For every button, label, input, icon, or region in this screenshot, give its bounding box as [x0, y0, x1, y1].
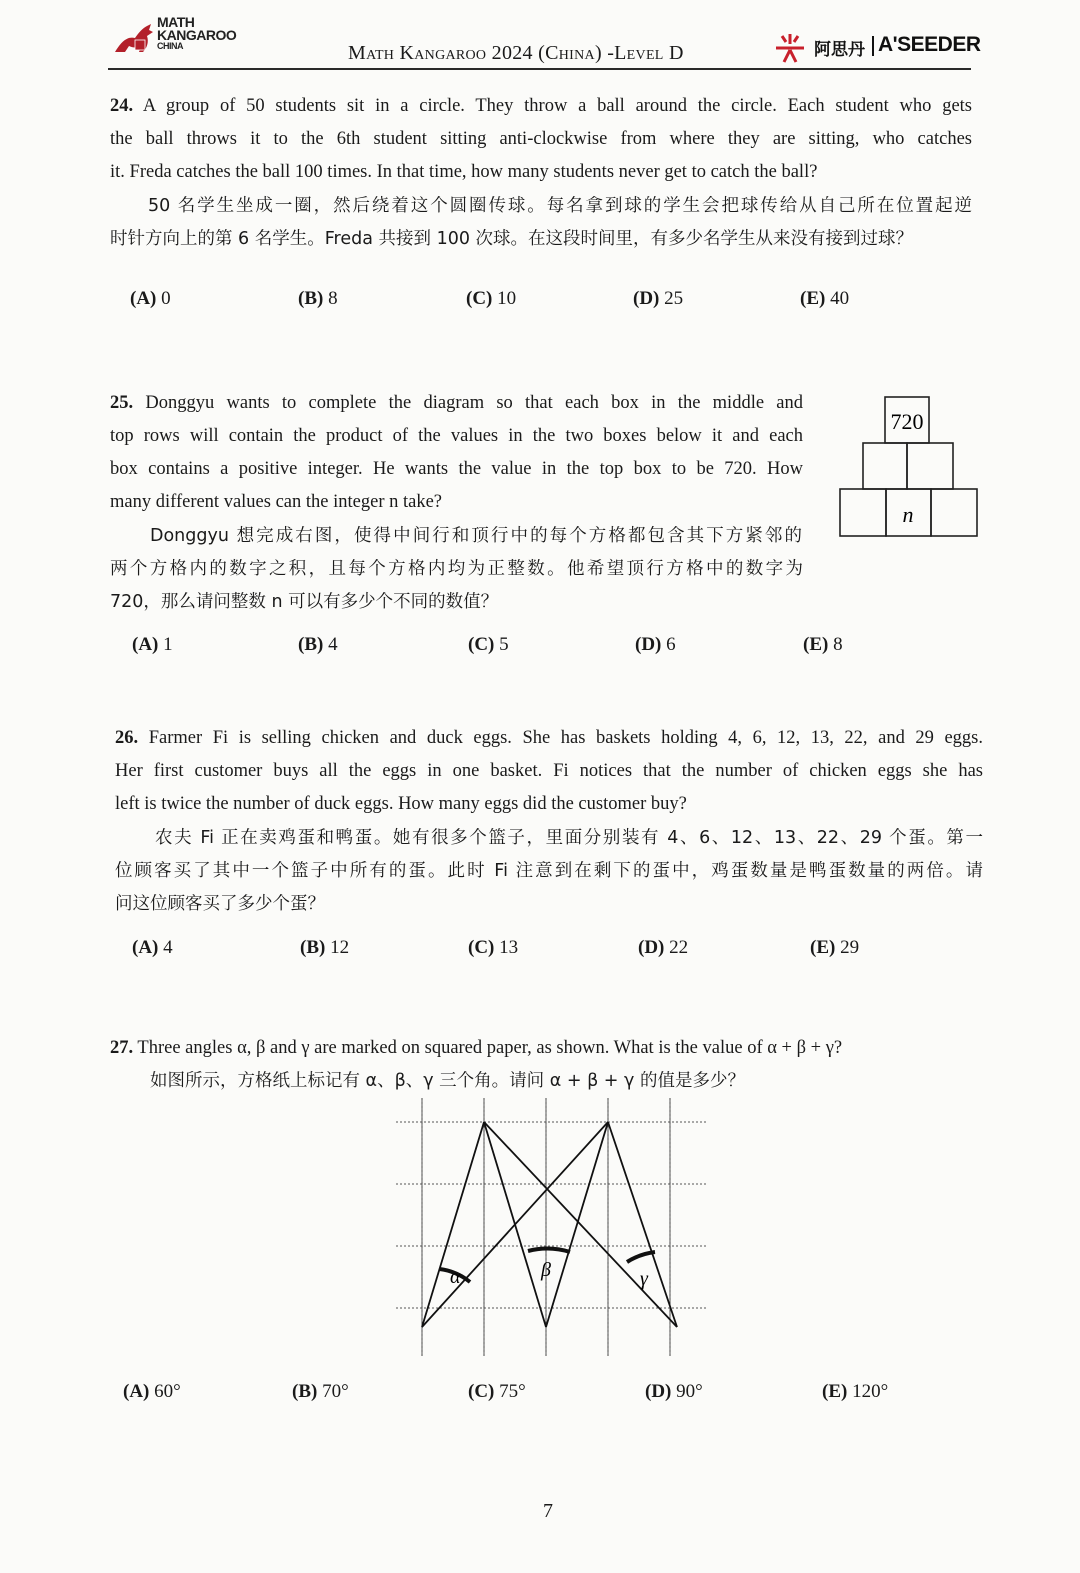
q26-option-b[interactable]: (B) 12 [300, 937, 350, 958]
beta-arc [528, 1249, 570, 1252]
logo-text-china: CHINA [157, 41, 183, 51]
q26-option-d[interactable]: (D) 22 [638, 937, 689, 958]
bottom-box-left [840, 489, 886, 536]
q26-option-c[interactable]: (C) 13 [468, 937, 519, 958]
q24-option-e[interactable]: (E) 40 [800, 288, 850, 309]
product-pyramid-diagram [836, 393, 982, 543]
page-title: Math Kangaroo 2024 (China) -Level D [348, 42, 684, 64]
q26-cn-line-3: 问这位顾客买了多少个蛋？ [115, 894, 325, 914]
q25-option-b[interactable]: (B) 4 [298, 634, 338, 655]
q24-en-line-3: it. Freda catches the ball 100 times. In that time, how many students never get to catch the ball? [110, 162, 818, 182]
q27-option-e[interactable]: (E) 120° [822, 1381, 889, 1402]
q25-option-a[interactable]: (A) 1 [132, 634, 173, 655]
q24-en-line-1: 24. A group of 50 students sit in a circle. They throw a ball around the circle. Each student who gets [110, 96, 972, 116]
middle-box-left [863, 443, 907, 489]
gamma-arc [627, 1252, 655, 1262]
q25-cn-line-1: Donggyu 想完成右图，使得中间行和顶行中的每个方格都包含其下方紧邻的 [150, 526, 802, 546]
q26-en-line-3: left is twice the number of duck eggs. How many eggs did the customer buy? [115, 794, 687, 814]
q27-option-d[interactable]: (D) 90° [645, 1381, 703, 1402]
logo-text-cn: 阿思丹 [814, 40, 865, 60]
q24-option-b[interactable]: (B) 8 [298, 288, 338, 309]
q24-option-c[interactable]: (C) 10 [466, 288, 517, 309]
bottom-middle-value: n [902, 502, 914, 527]
aseeder-mark-icon [772, 30, 808, 64]
kangaroo-icon [113, 22, 159, 56]
q24-cn-line-1: 50 名学生坐成一圈，然后绕着这个圆圈传球。每名拿到球的学生会把球传给从自己所在位置起逆 [148, 196, 972, 216]
q25-option-c[interactable]: (C) 5 [468, 634, 509, 655]
header-divider [108, 68, 971, 70]
middle-box-right [907, 443, 953, 489]
q25-en-line-4: many different values can the integer n take? [110, 492, 442, 512]
q27-option-c[interactable]: (C) 75° [468, 1381, 526, 1402]
q25-en-line-3: box contains a positive integer. He wants the value in the top box to be 720. How [110, 459, 803, 479]
logo-text-math: MATH [157, 14, 195, 30]
alpha-label: α [450, 1266, 461, 1288]
bottom-box-right [931, 489, 977, 536]
math-kangaroo-logo [113, 14, 243, 62]
page-number: 7 [543, 1500, 553, 1522]
q24-cn-line-2: 时针方向上的第 6 名学生。Freda 共接到 100 次球。在这段时间里，有多少名学生从来没有接到过球？ [110, 229, 914, 249]
logo-text-kangaroo: KANGAROO [157, 27, 237, 43]
q27-en-line: 27. Three angles α, β and γ are marked on squared paper, as shown. What is the value of α + β + γ? [110, 1038, 843, 1058]
top-box-value: 720 [890, 409, 924, 434]
aseeder-logo [772, 30, 981, 66]
q27-option-a[interactable]: (A) 60° [123, 1381, 181, 1402]
q25-cn-line-3: 720，那么请问整数 n 可以有多少个不同的数值？ [110, 592, 499, 612]
q24-option-a[interactable]: (A) 0 [130, 288, 171, 309]
q26-en-line-2: Her first customer buys all the eggs in one basket. Fi notices that the number of chicken eggs she has [115, 761, 983, 781]
q25-en-line-2: top rows will contain the product of the values in the two boxes below it and each [110, 426, 803, 446]
q27-cn-line: 如图所示，方格纸上标记有 α、β、γ 三个角。请问 α + β + γ 的值是多少？ [150, 1071, 745, 1091]
q25-cn-line-2: 两个方格内的数字之积，且每个方格内均为正整数。他希望顶行方格中的数字为 [110, 559, 803, 579]
q26-cn-line-1: 农夫 Fi 正在卖鸡蛋和鸭蛋。她有很多个篮子，里面分别装有 4、6、12、13、22、29 个蛋。第一 [155, 828, 983, 848]
q26-option-e[interactable]: (E) 29 [810, 937, 860, 958]
logo-text-en: A'SEEDER [878, 33, 981, 56]
q26-en-line-1: 26. Farmer Fi is selling chicken and duck eggs. She has baskets holding 4, 6, 12, 13, 22, and 29 eggs. [115, 728, 984, 748]
logo-separator [872, 36, 874, 56]
q27-option-b[interactable]: (B) 70° [292, 1381, 349, 1402]
q25-option-d[interactable]: (D) 6 [635, 634, 676, 655]
q24-en-line-2: the ball throws it to the 6th student sitting anti-clockwise from where they are sitting, who catches [110, 129, 972, 149]
q26-option-a[interactable]: (A) 4 [132, 937, 173, 958]
squared-paper-angles-diagram [390, 1092, 720, 1362]
beta-label: β [541, 1259, 551, 1281]
gamma-label: γ [640, 1268, 648, 1290]
q25-option-e[interactable]: (E) 8 [803, 634, 843, 655]
q24-option-d[interactable]: (D) 25 [633, 288, 684, 309]
q26-cn-line-2: 位顾客买了其中一个篮子中所有的蛋。此时 Fi 注意到在剩下的蛋中，鸡蛋数量是鸭蛋数量的两倍。请 [115, 861, 983, 881]
q25-en-line-1: 25. Donggyu wants to complete the diagram so that each box in the middle and [110, 393, 804, 413]
